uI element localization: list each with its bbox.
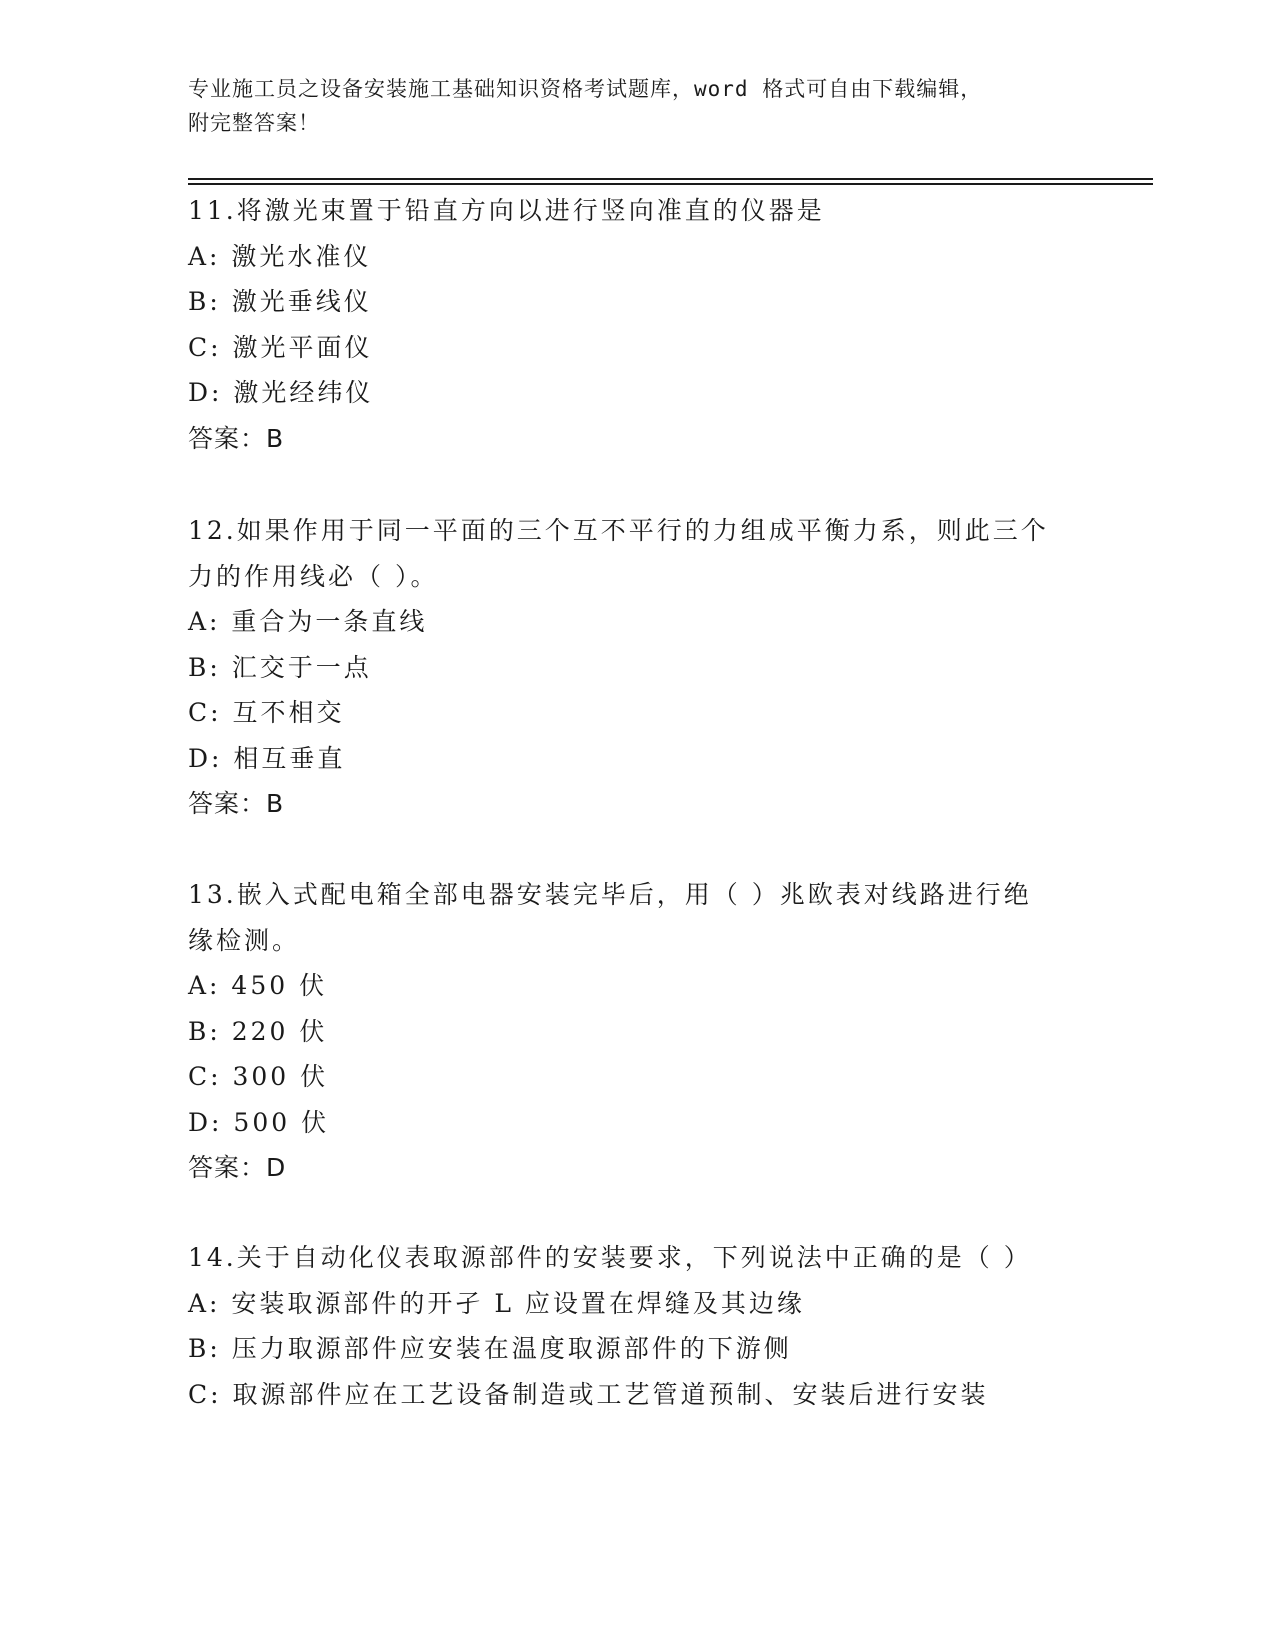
question-stem-continued: 缘检测。: [188, 925, 301, 955]
option-c: C: 激光平面仪: [188, 332, 373, 362]
document-header: [188, 72, 1088, 140]
option-c: C: 互不相交: [188, 698, 345, 727]
option-a: A: 重合为一条直线: [188, 607, 428, 636]
option-c: C: 300 伏: [188, 1062, 329, 1091]
option-d: D: 相互垂直: [188, 743, 346, 773]
header-line-2: 附完整答案！: [188, 111, 320, 135]
header-divider-bottom: [188, 183, 1153, 185]
header-divider-top: [188, 178, 1153, 180]
option-b: B: 压力取源部件应安装在温度取源部件的下游侧: [188, 1334, 792, 1363]
answer-line: 答案：D: [188, 1153, 287, 1182]
question-stem-continued: 力的作用线必（ ）。: [188, 561, 439, 591]
option-a: A: 安装取源部件的开孑 L 应设置在焊缝及其边缘: [188, 1288, 805, 1318]
option-d: D: 500 伏: [188, 1107, 330, 1137]
option-b: B: 激光垂线仪: [188, 287, 372, 316]
question-stem: 12.如果作用于同一平面的三个互不平行的力组成平衡力系，则此三个: [188, 516, 1049, 545]
question-14: [188, 1235, 1088, 1417]
question-stem: 13.嵌入式配电箱全部电器安装完毕后，用（ ）兆欧表对线路进行绝: [188, 880, 1032, 909]
question-13: [188, 872, 1088, 1191]
option-d: D: 激光经纬仪: [188, 378, 374, 407]
question-11: [188, 188, 1088, 461]
question-12: [188, 508, 1088, 827]
option-a: A: 激光水准仪: [188, 241, 372, 271]
answer-line: 答案：B: [188, 423, 285, 453]
header-line-1: 专业施工员之设备安装施工基础知识资格考试题库，word 格式可自由下载编辑，: [188, 77, 983, 101]
option-b: B: 汇交于一点: [188, 652, 372, 682]
question-stem: 14.关于自动化仪表取源部件的安装要求，下列说法中正确的是（ ）: [188, 1243, 1032, 1272]
answer-line: 答案：B: [188, 789, 285, 818]
option-c: C: 取源部件应在工艺设备制造或工艺管道预制、安装后进行安装: [188, 1379, 989, 1409]
question-stem: 11.将激光束置于铅直方向以进行竖向准直的仪器是: [188, 196, 825, 225]
option-a: A: 450 伏: [188, 971, 328, 1000]
option-b: B: 220 伏: [188, 1016, 328, 1046]
